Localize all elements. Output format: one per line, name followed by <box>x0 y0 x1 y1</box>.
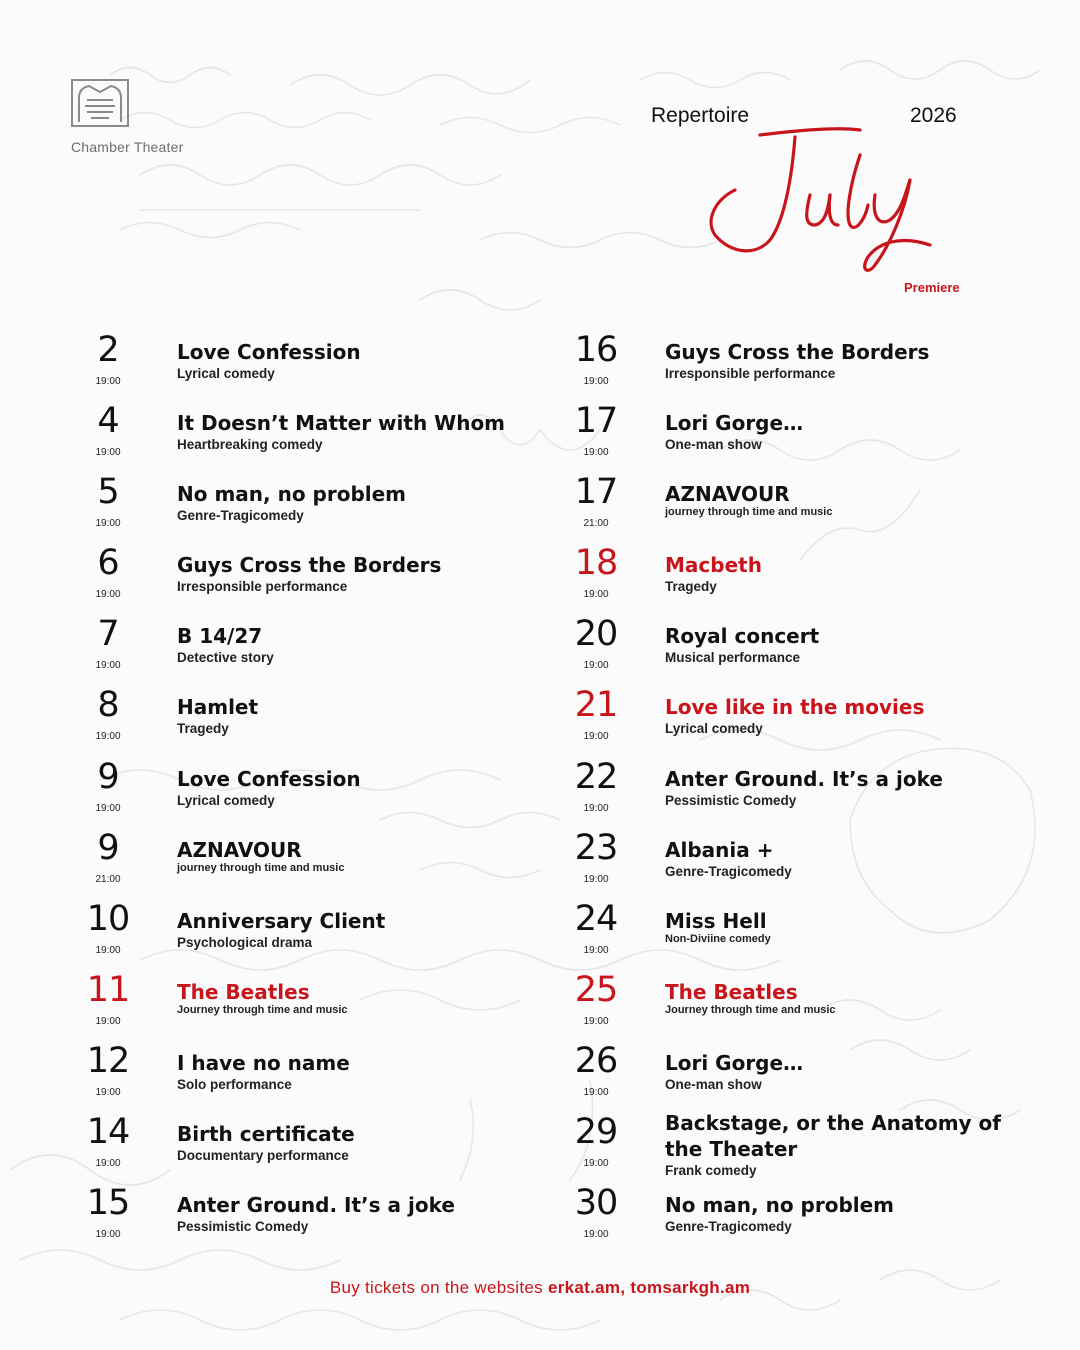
event-title: It Doesn’t Matter with Whom <box>177 411 506 436</box>
schedule-row <box>60 1181 530 1252</box>
schedule-left-column <box>60 328 530 1252</box>
event-genre: Solo performance <box>177 1076 292 1092</box>
event-day: 17 <box>574 401 618 442</box>
event-time: 19:00 <box>583 660 609 672</box>
event-day: 4 <box>97 401 119 442</box>
event-day: 5 <box>97 472 119 513</box>
schedule-row <box>548 612 1028 683</box>
event-time: 19:00 <box>583 802 609 814</box>
event-title: I have no name <box>177 1050 350 1075</box>
event-time: 19:00 <box>583 1158 609 1170</box>
event-day: 25 <box>574 969 618 1010</box>
event-time: 19:00 <box>583 376 609 387</box>
schedule-row <box>548 328 1028 399</box>
event-title: Miss Hell <box>665 908 767 933</box>
event-genre: Journey through time and music <box>665 1003 836 1016</box>
event-time: 19:00 <box>95 1158 121 1170</box>
event-title: Guys Cross the Borders <box>665 340 930 364</box>
event-title: Guys Cross the Borders <box>177 553 442 578</box>
event-genre: Musical performance <box>665 650 801 666</box>
event-time: 19:00 <box>95 518 121 530</box>
event-day: 22 <box>574 756 618 797</box>
event-time: 19:00 <box>95 660 121 672</box>
schedule-row <box>60 1039 530 1110</box>
event-day: 23 <box>574 827 618 868</box>
event-day: 8 <box>97 685 119 726</box>
event-time: 19:00 <box>95 802 121 814</box>
event-title: The Beatles <box>177 979 310 1004</box>
event-title: The Beatles <box>665 979 798 1004</box>
event-genre: Lyrical comedy <box>177 366 275 381</box>
event-time: 19:00 <box>583 1015 609 1027</box>
event-time: 19:00 <box>95 731 121 743</box>
event-time: 19:00 <box>583 944 609 956</box>
schedule-row <box>60 1110 530 1181</box>
schedule-row <box>60 755 530 826</box>
event-title: Love Confession <box>177 766 361 791</box>
schedule-row <box>60 541 530 612</box>
event-title: Albania + <box>665 837 774 862</box>
event-title: Hamlet <box>177 695 259 720</box>
event-genre: Genre-Tragicomedy <box>665 863 792 879</box>
event-day: 29 <box>574 1112 618 1153</box>
event-day: 26 <box>574 1040 618 1081</box>
event-day: 9 <box>97 827 119 868</box>
event-day: 6 <box>97 543 119 584</box>
footer-websites[interactable]: erkat.am, tomsarkgh.am <box>547 1278 751 1297</box>
event-time: 19:00 <box>95 447 121 459</box>
schedule-row <box>60 826 530 897</box>
event-title: Macbeth <box>665 553 762 578</box>
event-genre: One-man show <box>665 1076 762 1092</box>
event-title: B 14/27 <box>177 624 263 649</box>
event-title: Love like in the movies <box>665 695 925 720</box>
ticket-footer <box>0 1278 1080 1298</box>
event-title: Anniversary Client <box>177 908 386 933</box>
event-day: 24 <box>574 898 618 939</box>
event-genre: Non-Diviine comedy <box>665 932 771 945</box>
event-time: 19:00 <box>95 1229 121 1241</box>
schedule-row <box>548 541 1028 612</box>
event-time: 19:00 <box>95 1015 121 1027</box>
event-genre: Frank comedy <box>665 1163 757 1179</box>
schedule-row <box>548 826 1028 897</box>
theater-logo-icon <box>70 78 130 128</box>
event-title: Anter Ground. It’s a joke <box>665 766 943 791</box>
event-time: 19:00 <box>95 944 121 956</box>
event-genre: journey through time and music <box>177 861 345 874</box>
schedule-row <box>60 968 530 1039</box>
event-day: 10 <box>86 898 130 939</box>
event-time: 19:00 <box>583 447 609 459</box>
schedule-row <box>60 470 530 541</box>
brand-name: Chamber Theater <box>71 139 184 155</box>
event-title: Lori Gorge… <box>665 411 804 436</box>
footer-prefix: Buy tickets on the websites <box>329 1278 548 1297</box>
event-day: 20 <box>574 614 618 655</box>
event-time: 19:00 <box>583 589 609 601</box>
event-genre: Genre-Tragicomedy <box>177 508 304 524</box>
event-time: 21:00 <box>95 873 121 885</box>
event-genre: Irresponsible performance <box>665 366 836 381</box>
event-genre: Heartbreaking comedy <box>177 437 323 453</box>
event-time: 19:00 <box>583 731 609 743</box>
event-genre: Journey through time and music <box>177 1003 348 1016</box>
schedule-row <box>548 1039 1028 1110</box>
event-genre: Detective story <box>177 650 274 666</box>
event-day: 7 <box>97 614 119 655</box>
event-day: 30 <box>574 1183 618 1224</box>
event-time: 19:00 <box>95 376 121 387</box>
event-day: 14 <box>86 1112 130 1153</box>
schedule-row <box>548 1110 1028 1181</box>
event-day: 12 <box>86 1040 130 1081</box>
event-genre: Pessimistic Comedy <box>665 792 797 808</box>
event-time: 19:00 <box>583 1229 609 1241</box>
schedule-row <box>60 897 530 968</box>
event-day: 9 <box>97 756 119 797</box>
event-day: 2 <box>97 330 119 370</box>
event-title: Love Confession <box>177 340 361 364</box>
event-title: No man, no problem <box>665 1193 895 1218</box>
schedule-row <box>548 968 1028 1039</box>
event-title: AZNAVOUR <box>177 837 302 862</box>
event-time: 21:00 <box>583 518 609 530</box>
schedule-row <box>548 755 1028 826</box>
event-genre: Psychological drama <box>177 934 313 950</box>
schedule-row <box>548 399 1028 470</box>
premiere-legend: Premiere <box>904 280 960 295</box>
year-label: 2026 <box>910 104 957 127</box>
schedule-row <box>60 612 530 683</box>
schedule-row <box>548 470 1028 541</box>
event-day: 11 <box>86 969 130 1010</box>
schedule-row <box>60 683 530 754</box>
event-title: Anter Ground. It’s a joke <box>177 1193 455 1218</box>
event-time: 19:00 <box>583 1086 609 1098</box>
event-day: 18 <box>574 543 618 584</box>
schedule-right-column <box>548 328 1028 1252</box>
event-day: 17 <box>574 472 618 513</box>
event-title: No man, no problem <box>177 482 407 507</box>
schedule-row <box>60 328 530 399</box>
event-day: 21 <box>574 685 618 726</box>
repertoire-label: Repertoire <box>651 104 750 127</box>
event-genre: Genre-Tragicomedy <box>665 1219 792 1235</box>
schedule-row <box>548 897 1028 968</box>
event-genre: Documentary performance <box>177 1148 349 1164</box>
event-day: 16 <box>574 330 618 370</box>
event-title: Birth certificate <box>177 1122 355 1147</box>
event-genre: Tragedy <box>177 721 229 737</box>
event-time: 19:00 <box>95 1086 121 1098</box>
schedule-row <box>548 1181 1028 1252</box>
event-genre: One-man show <box>665 437 762 453</box>
event-title: Royal concert <box>665 624 820 649</box>
event-time: 19:00 <box>95 589 121 601</box>
month-script-title <box>700 125 950 285</box>
event-title: Backstage, or the Anatomy of the Theater <box>665 1111 1001 1162</box>
schedule-row <box>548 683 1028 754</box>
event-genre: Irresponsible performance <box>177 579 348 595</box>
schedule-row <box>60 399 530 470</box>
event-genre: journey through time and music <box>665 506 833 519</box>
event-title: Lori Gorge… <box>665 1050 804 1075</box>
event-time: 19:00 <box>583 873 609 885</box>
event-genre: Pessimistic Comedy <box>177 1219 309 1235</box>
event-genre: Lyrical comedy <box>177 792 275 808</box>
event-genre: Tragedy <box>665 579 717 595</box>
event-day: 15 <box>86 1183 130 1224</box>
event-title: AZNAVOUR <box>665 482 790 507</box>
event-genre: Lyrical comedy <box>665 721 763 737</box>
